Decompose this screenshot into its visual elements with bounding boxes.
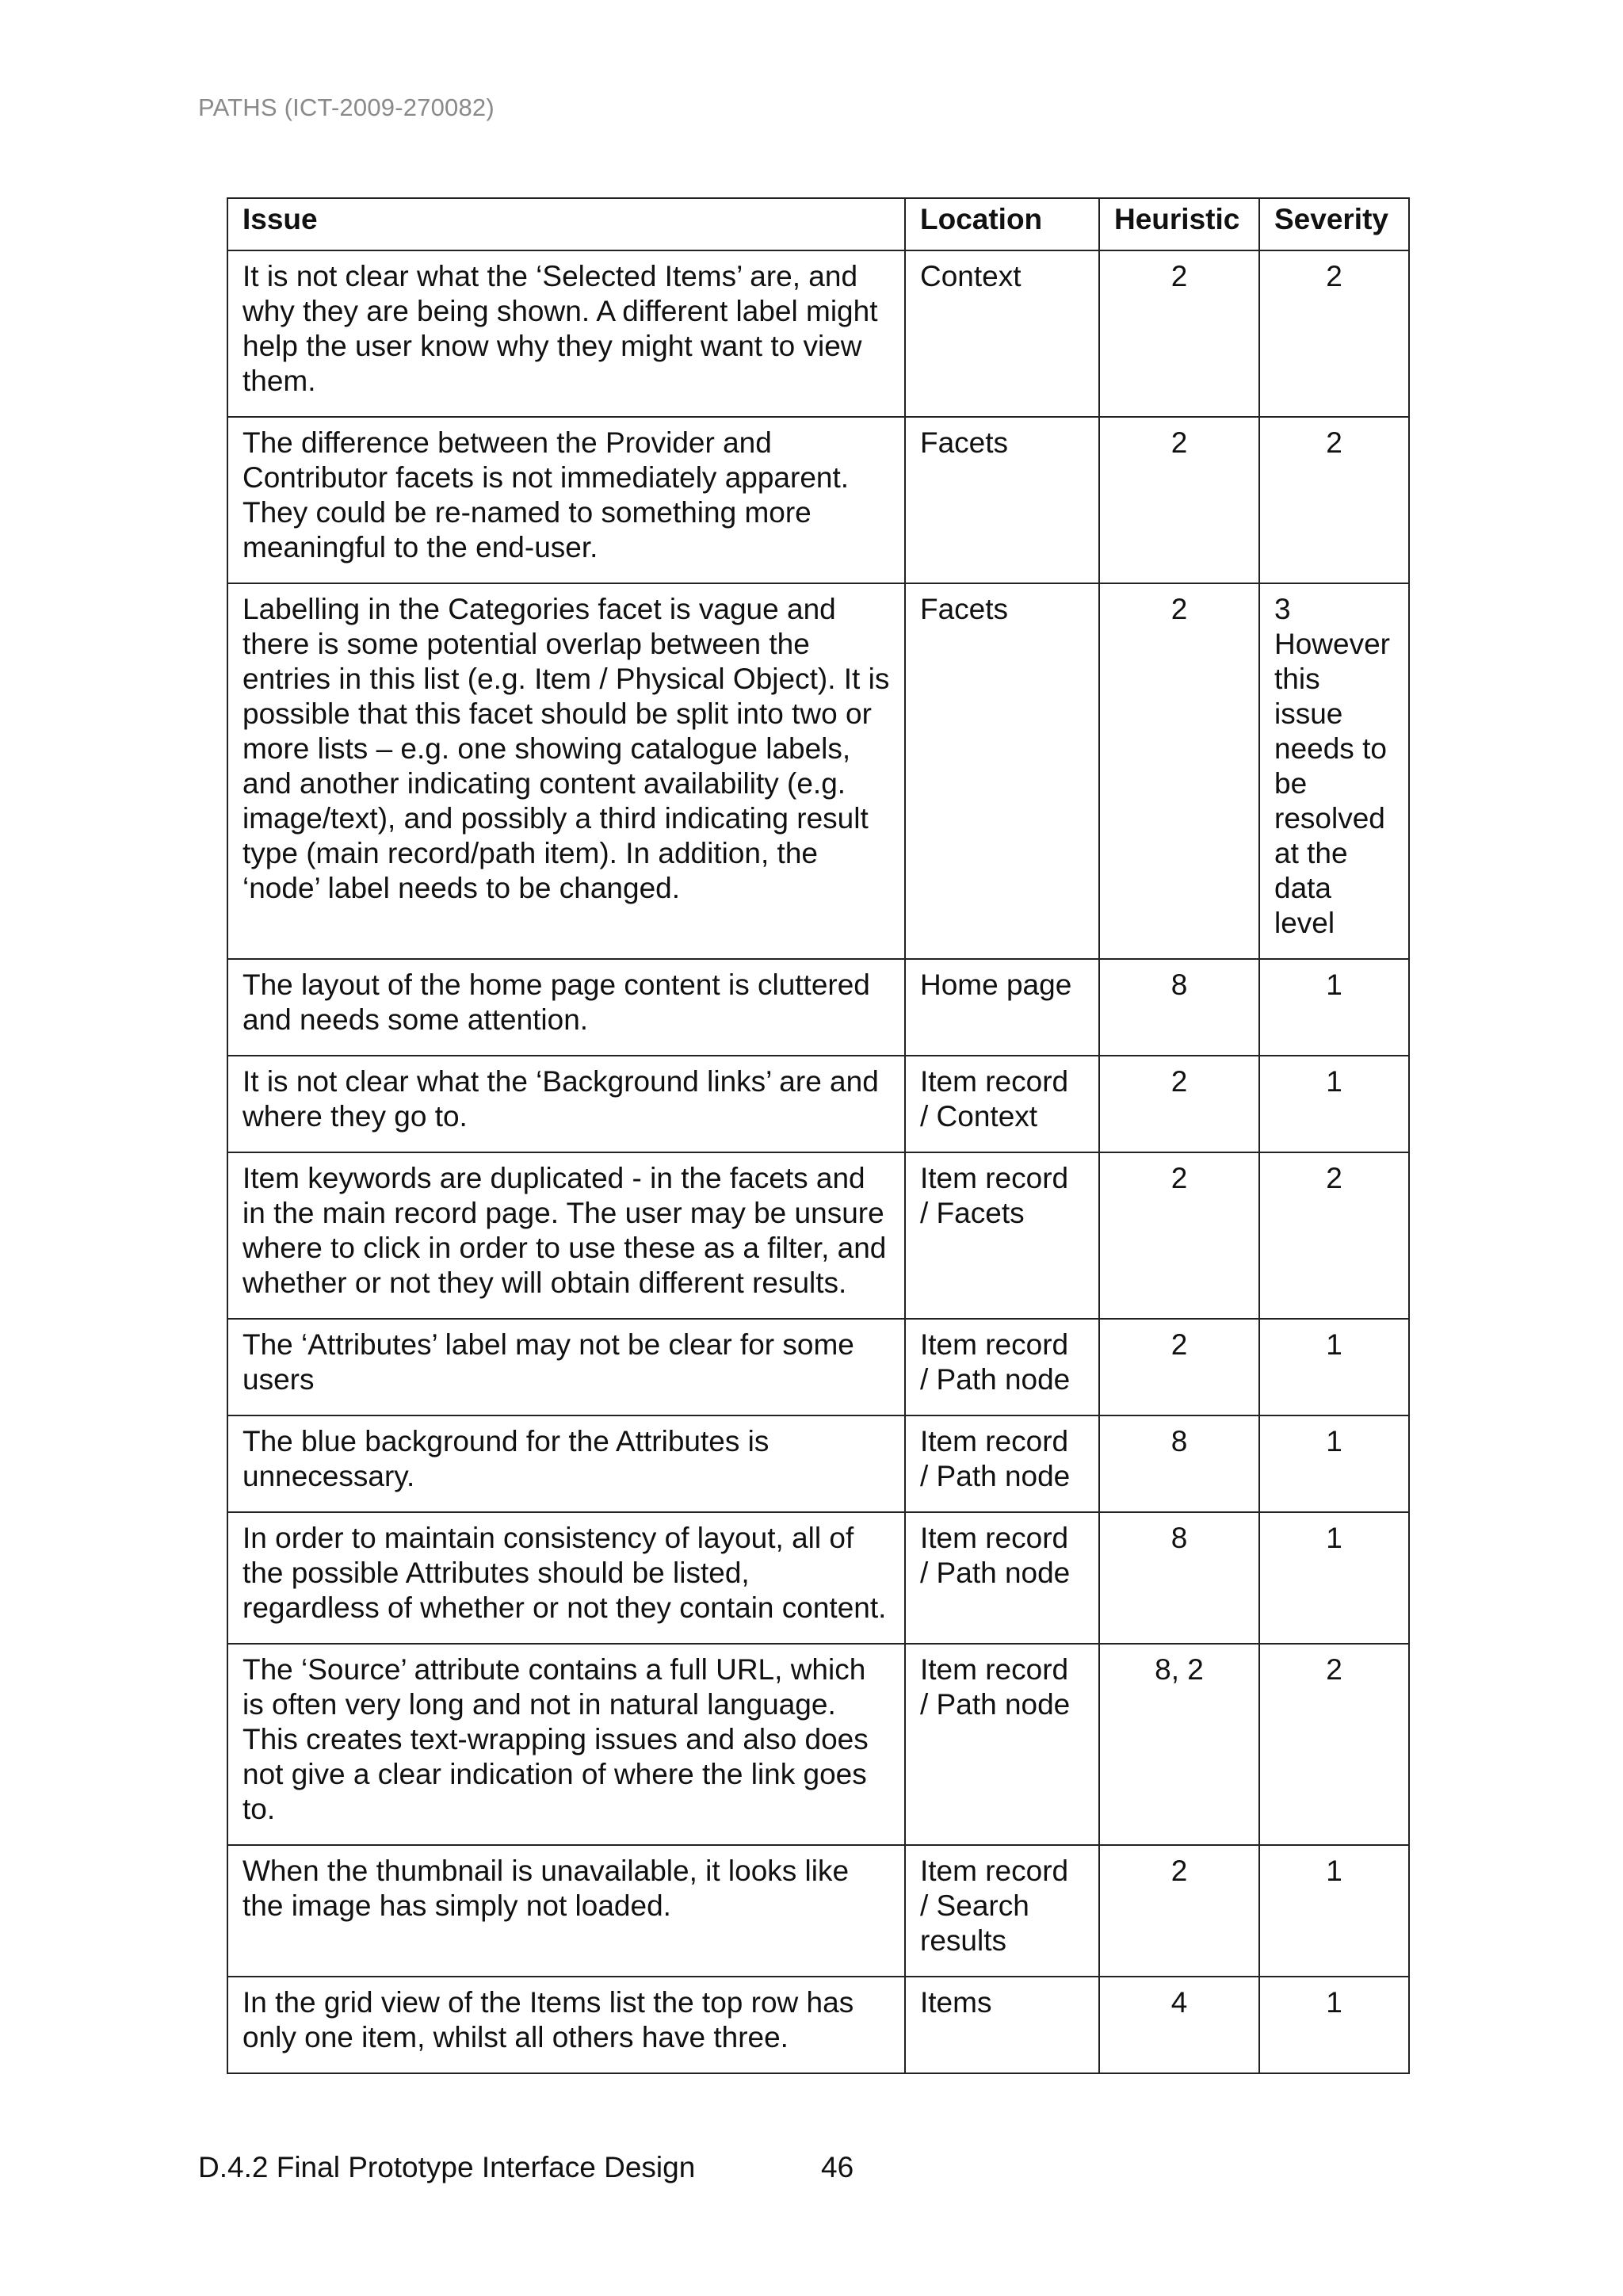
- table-header-row: [227, 198, 1409, 250]
- cell-issue: It is not clear what the ‘Background links’ are and where they go to.: [227, 1056, 905, 1152]
- cell-severity: 1: [1259, 959, 1409, 1056]
- cell-heuristic: 2: [1099, 583, 1259, 959]
- cell-issue: The blue background for the Attributes is unnecessary.: [227, 1415, 905, 1512]
- cell-severity: 1: [1259, 1977, 1409, 2073]
- column-header-location: Location: [905, 198, 1099, 250]
- cell-severity: 1: [1259, 1319, 1409, 1415]
- table-row: [227, 1319, 1409, 1415]
- cell-issue: The layout of the home page content is cluttered and needs some attention.: [227, 959, 905, 1056]
- cell-heuristic: 8: [1099, 1415, 1259, 1512]
- cell-location: Facets: [905, 583, 1099, 959]
- cell-heuristic: 2: [1099, 1056, 1259, 1152]
- footer-document-title: D.4.2 Final Prototype Interface Design: [198, 2151, 696, 2183]
- cell-location: Item record / Facets: [905, 1152, 1099, 1319]
- cell-heuristic: 2: [1099, 1319, 1259, 1415]
- table-row: [227, 1415, 1409, 1512]
- column-header-heuristic: Heuristic: [1099, 198, 1259, 250]
- page-header: PATHS (ICT-2009-270082): [198, 94, 495, 121]
- cell-location: Item record / Search results: [905, 1845, 1099, 1977]
- cell-heuristic: 8: [1099, 1512, 1259, 1644]
- cell-severity: 1: [1259, 1415, 1409, 1512]
- cell-issue: Item keywords are duplicated - in the facets and in the main record page. The user may be unsure where to click in order to use these as a filter, and whether or not they will obtain different results.: [227, 1152, 905, 1319]
- cell-heuristic: 2: [1099, 250, 1259, 417]
- cell-location: Item record / Path node: [905, 1644, 1099, 1845]
- cell-issue: The ‘Source’ attribute contains a full URL, which is often very long and not in natural language. This creates text-wrapping issues and also does not give a clear indication of where the link goes to.: [227, 1644, 905, 1845]
- cell-severity: 2: [1259, 1152, 1409, 1319]
- cell-location: Item record / Context: [905, 1056, 1099, 1152]
- cell-severity: 2: [1259, 1644, 1409, 1845]
- cell-severity: 1: [1259, 1056, 1409, 1152]
- cell-location: Item record / Path node: [905, 1319, 1099, 1415]
- cell-heuristic: 2: [1099, 1845, 1259, 1977]
- heuristic-issues-table: [227, 197, 1410, 2074]
- table-row: [227, 250, 1409, 417]
- cell-issue: It is not clear what the ‘Selected Items’ are, and why they are being shown. A different label might help the user know why they might want to view them.: [227, 250, 905, 417]
- table-row: [227, 1644, 1409, 1845]
- cell-issue: Labelling in the Categories facet is vague and there is some potential overlap between the entries in this list (e.g. Item / Physical Object). It is possible that this facet should be split into two or more lists – e.g. one showing catalogue labels, and another indicating content availability (e.g. image/text), and possibly a third indicating result type (main record/path item). In addition, the ‘node’ label needs to be changed.: [227, 583, 905, 959]
- cell-issue: In order to maintain consistency of layout, all of the possible Attributes should be listed, regardless of whether or not they contain content.: [227, 1512, 905, 1644]
- table-row: [227, 1056, 1409, 1152]
- table-row: [227, 417, 1409, 583]
- table-row: [227, 583, 1409, 959]
- column-header-severity: Severity: [1259, 198, 1409, 250]
- cell-issue: In the grid view of the Items list the top row has only one item, whilst all others have three.: [227, 1977, 905, 2073]
- cell-issue: The difference between the Provider and Contributor facets is not immediately apparent. They could be re-named to something more meaningful to the end-user.: [227, 417, 905, 583]
- cell-location: Item record / Path node: [905, 1512, 1099, 1644]
- table-row: [227, 1977, 1409, 2073]
- cell-location: Context: [905, 250, 1099, 417]
- table-row: [227, 1512, 1409, 1644]
- cell-heuristic: 2: [1099, 1152, 1259, 1319]
- cell-location: Facets: [905, 417, 1099, 583]
- cell-location: Items: [905, 1977, 1099, 2073]
- table-row: [227, 1152, 1409, 1319]
- cell-severity: 2: [1259, 417, 1409, 583]
- cell-issue: When the thumbnail is unavailable, it looks like the image has simply not loaded.: [227, 1845, 905, 1977]
- cell-severity: 2: [1259, 250, 1409, 417]
- cell-heuristic: 2: [1099, 417, 1259, 583]
- column-header-issue: Issue: [227, 198, 905, 250]
- cell-severity: 1: [1259, 1845, 1409, 1977]
- table-row: [227, 959, 1409, 1056]
- cell-heuristic: 8: [1099, 959, 1259, 1056]
- cell-location: Home page: [905, 959, 1099, 1056]
- footer-page-number: 46: [821, 2151, 854, 2183]
- cell-severity: 1: [1259, 1512, 1409, 1644]
- cell-heuristic: 4: [1099, 1977, 1259, 2073]
- cell-heuristic: 8, 2: [1099, 1644, 1259, 1845]
- cell-issue: The ‘Attributes’ label may not be clear for some users: [227, 1319, 905, 1415]
- cell-severity: 3 However this issue needs to be resolved at the data level: [1259, 583, 1409, 959]
- cell-location: Item record / Path node: [905, 1415, 1099, 1512]
- table-row: [227, 1845, 1409, 1977]
